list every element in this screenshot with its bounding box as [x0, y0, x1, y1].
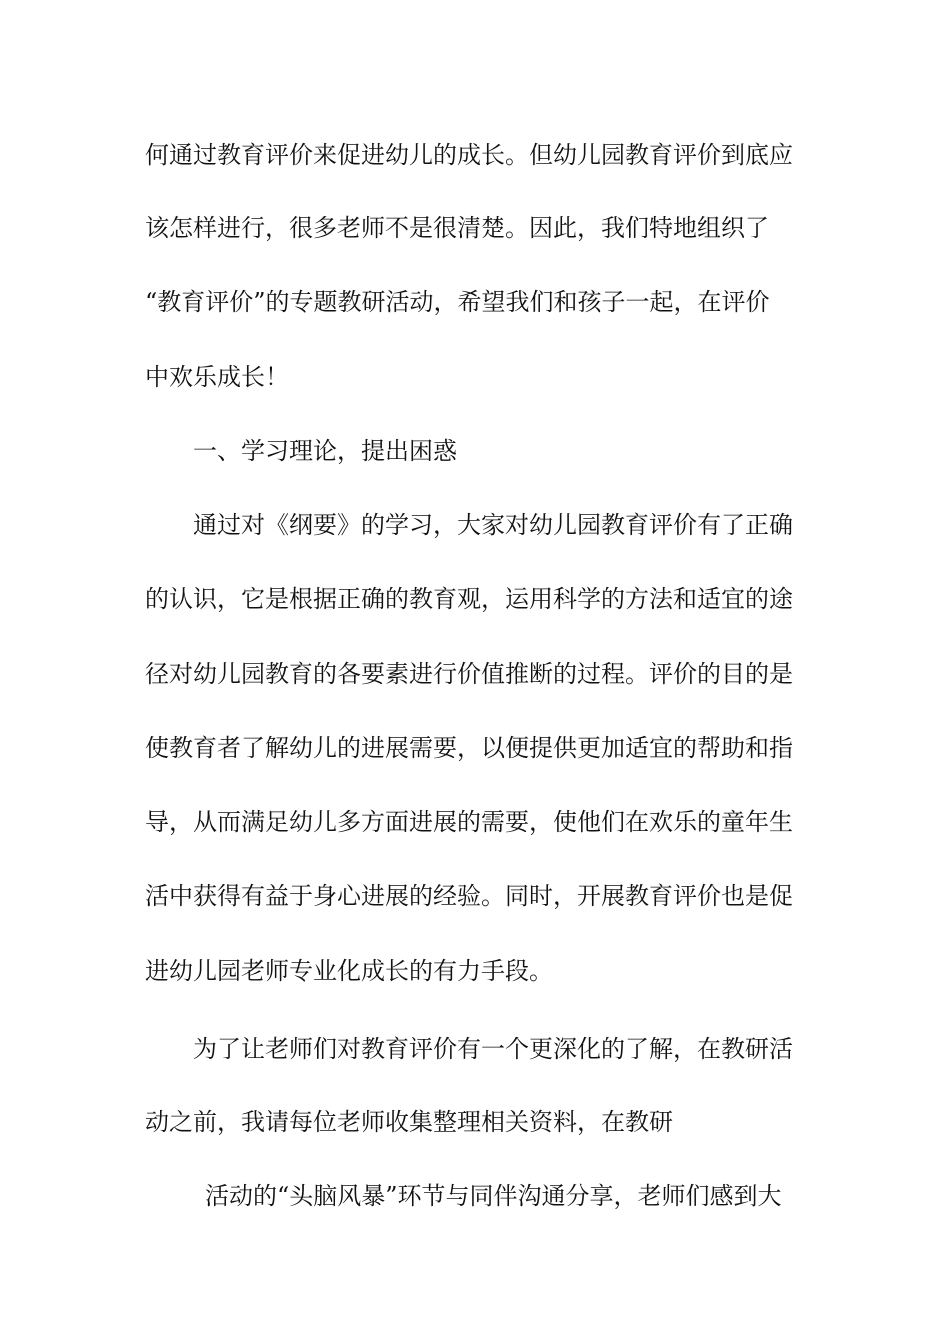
paragraph-line: 活中获得有益于身心进展的经验。同时，开展教育评价也是促 [145, 882, 793, 910]
paragraph-line: 使教育者了解幼儿的进展需要，以便提供更加适宜的帮助和指 [145, 734, 793, 762]
paragraph-line: 为了让老师们对教育评价有一个更深化的了解，在教研活 [193, 1035, 793, 1063]
paragraph-line: 动之前，我请每位老师收集整理相关资料，在教研 [145, 1108, 673, 1136]
paragraph-line: 径对幼儿园教育的各要素进行价值推断的过程。评价的目的是 [145, 660, 793, 688]
paragraph-line: 活动的“头脑风暴”环节与同伴沟通分享，老师们感到大 [205, 1182, 782, 1210]
paragraph-line: 该怎样进行，很多老师不是很清楚。因此，我们特地组织了 [145, 214, 769, 242]
paragraph-line: “教育评价”的专题教研活动，希望我们和孩子一起，在评价 [145, 288, 770, 316]
paragraph-line: 何通过教育评价来促进幼儿的成长。但幼儿园教育评价到底应 [145, 141, 793, 169]
paragraph-line: 通过对《纲要》的学习，大家对幼儿园教育评价有了正确 [193, 511, 793, 539]
paragraph-line: 导，从而满足幼儿多方面进展的需要，使他们在欢乐的童年生 [145, 808, 793, 836]
paragraph-line: 中欢乐成长！ [145, 363, 289, 391]
paragraph-line: 进幼儿园老师专业化成长的有力手段。 [145, 957, 553, 985]
paragraph-line: 的认识，它是根据正确的教育观，运用科学的方法和适宜的途 [145, 585, 793, 613]
section-heading: 一、学习理论，提出困惑 [193, 437, 457, 465]
